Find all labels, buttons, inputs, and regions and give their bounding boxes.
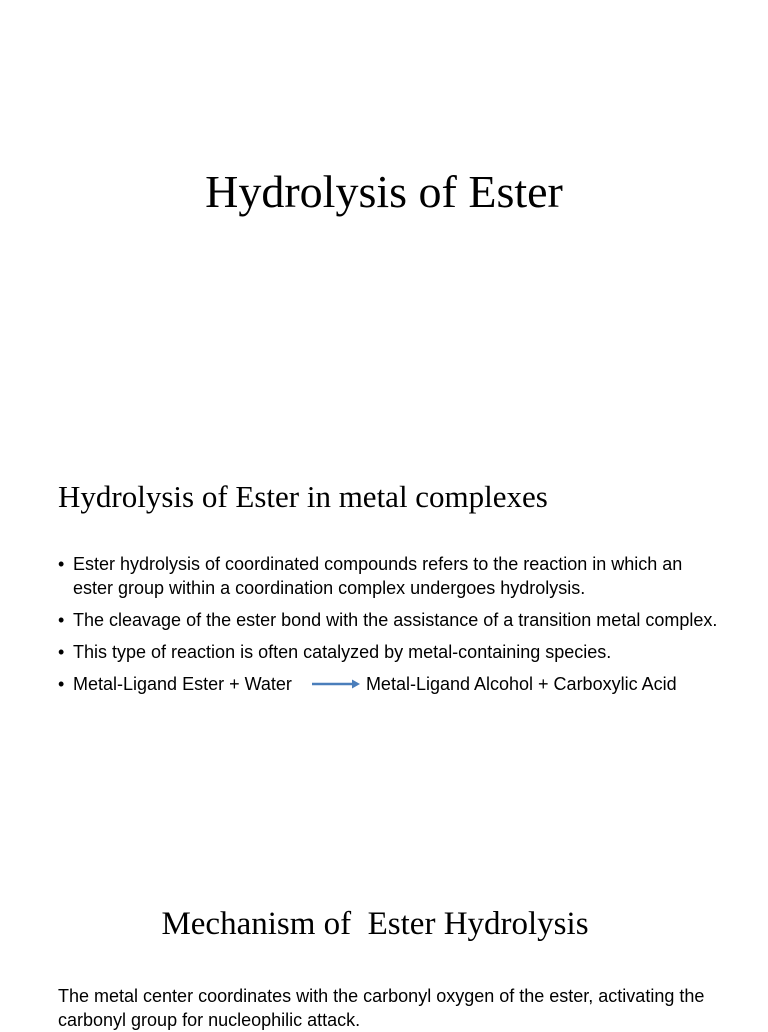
right-arrow-icon — [312, 678, 360, 690]
bullet-marker: • — [58, 674, 65, 694]
bullet-marker: • — [58, 554, 65, 574]
bullet-marker: • — [58, 610, 65, 630]
bullet-text: This type of reaction is often catalyzed by metal-containing species. — [73, 642, 612, 662]
bullet-item — [58, 640, 718, 664]
slide-heading: Hydrolysis of Ester in metal complexes — [58, 479, 548, 514]
body-paragraph: The metal center coordinates with the carbonyl oxygen of the ester, activating the carbonyl group for nucleophilic attack. — [58, 986, 705, 1030]
content-slide — [0, 460, 768, 870]
bullet-list — [58, 552, 718, 704]
equation-reactants: Metal-Ligand Ester + Water — [73, 674, 292, 694]
bullet-text: Ester hydrolysis of coordinated compounds refers to the reaction in which an ester group within a coordination complex undergoes hydrolysis. — [73, 554, 683, 598]
bullet-item — [58, 552, 718, 600]
equation-item — [58, 672, 718, 696]
equation-products: Metal-Ligand Alcohol + Carboxylic Acid — [365, 674, 677, 694]
slide-title: Hydrolysis of Ester — [205, 166, 563, 217]
mechanism-slide — [0, 870, 768, 1030]
bullet-text: The cleavage of the ester bond with the assistance of a transition metal complex. — [73, 610, 718, 630]
arrow-head — [352, 680, 360, 689]
slide-heading: Mechanism of Ester Hydrolysis — [161, 906, 589, 942]
bullet-marker: • — [58, 642, 65, 662]
bullet-item — [58, 608, 718, 632]
title-slide — [0, 0, 768, 460]
